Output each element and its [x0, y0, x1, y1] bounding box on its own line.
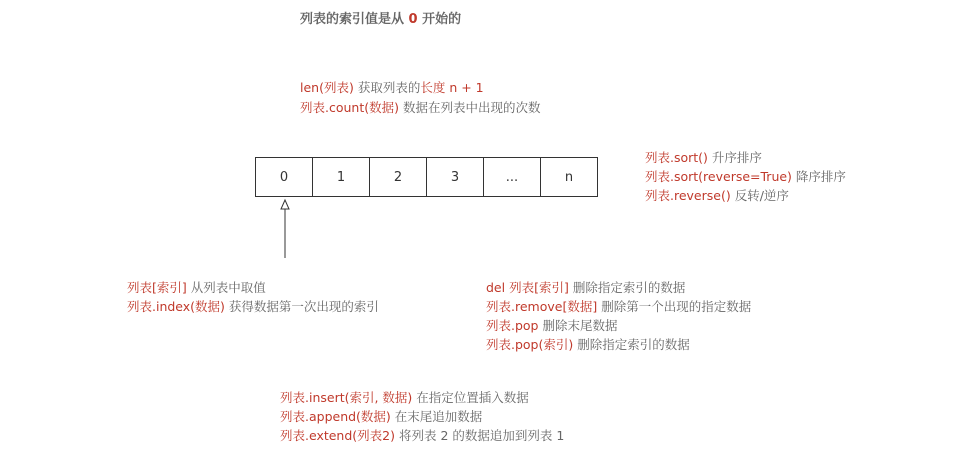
del-desc: 删除指定索引的数据 [572, 280, 686, 295]
len-line [300, 78, 484, 98]
remove-desc: 删除第一个出现的指定数据 [601, 299, 752, 314]
index-find-code: 列表.index(数据) [127, 299, 225, 314]
sort-reverse-desc: 降序排序 [795, 169, 846, 184]
sort-line [645, 148, 762, 168]
pop-code: 列表.pop [486, 318, 539, 333]
list-cell: ... [483, 157, 541, 197]
index-get-desc: 从列表中取值 [190, 280, 266, 295]
count-code: 列表.count(数据) [300, 100, 399, 115]
count-desc: 数据在列表中出现的次数 [402, 100, 541, 115]
sort-reverse-line [645, 167, 846, 187]
insert-code: 列表.insert(索引, 数据) [280, 390, 413, 405]
insert-line [280, 388, 529, 408]
list-cell: 1 [312, 157, 370, 197]
del-line [486, 278, 685, 298]
remove-code: 列表.remove[数据] [486, 299, 598, 314]
extend-code: 列表.extend(列表2) [280, 428, 395, 443]
index-find-desc: 获得数据第一次出现的索引 [228, 299, 379, 314]
sort-desc: 升序排序 [711, 150, 762, 165]
index-get-line [127, 278, 266, 298]
append-line [280, 407, 482, 427]
title-text-before: 列表的索引值是从 [300, 12, 405, 27]
title-text-after: 开始的 [422, 12, 462, 27]
index-get-code: 列表[索引] [127, 280, 187, 295]
len-desc: 获取列表的 [357, 80, 421, 95]
sort-code: 列表.sort() [645, 150, 708, 165]
list-cells [255, 157, 598, 197]
sort-reverse-code: 列表.sort(reverse=True) [645, 169, 792, 184]
title-zero: 0 [408, 12, 418, 27]
pop-index-line [486, 335, 690, 355]
reverse-line [645, 186, 789, 206]
del-code: del 列表[索引] [486, 280, 569, 295]
len-code: len(列表) [300, 80, 354, 95]
len-highlight: 长度 [420, 80, 446, 95]
extend-desc: 将列表 2 的数据追加到列表 1 [398, 428, 565, 443]
append-desc: 在末尾追加数据 [394, 409, 483, 424]
pop-index-code: 列表.pop(索引) [486, 337, 574, 352]
list-cell: 0 [255, 157, 313, 197]
list-cell: 2 [369, 157, 427, 197]
reverse-desc: 反转/逆序 [734, 188, 789, 203]
extend-line [280, 426, 564, 446]
insert-desc: 在指定位置插入数据 [416, 390, 529, 405]
diagram-title [300, 10, 461, 30]
index-arrow-icon [277, 198, 293, 260]
pop-line [486, 316, 618, 336]
append-code: 列表.append(数据) [280, 409, 391, 424]
index-find-line [127, 297, 379, 317]
pop-index-desc: 删除指定索引的数据 [577, 337, 690, 352]
list-cell: n [540, 157, 598, 197]
remove-line [486, 297, 751, 317]
list-cell: 3 [426, 157, 484, 197]
reverse-code: 列表.reverse() [645, 188, 731, 203]
count-line [300, 98, 541, 118]
len-tail: n + 1 [449, 80, 484, 95]
pop-desc: 删除末尾数据 [542, 318, 618, 333]
